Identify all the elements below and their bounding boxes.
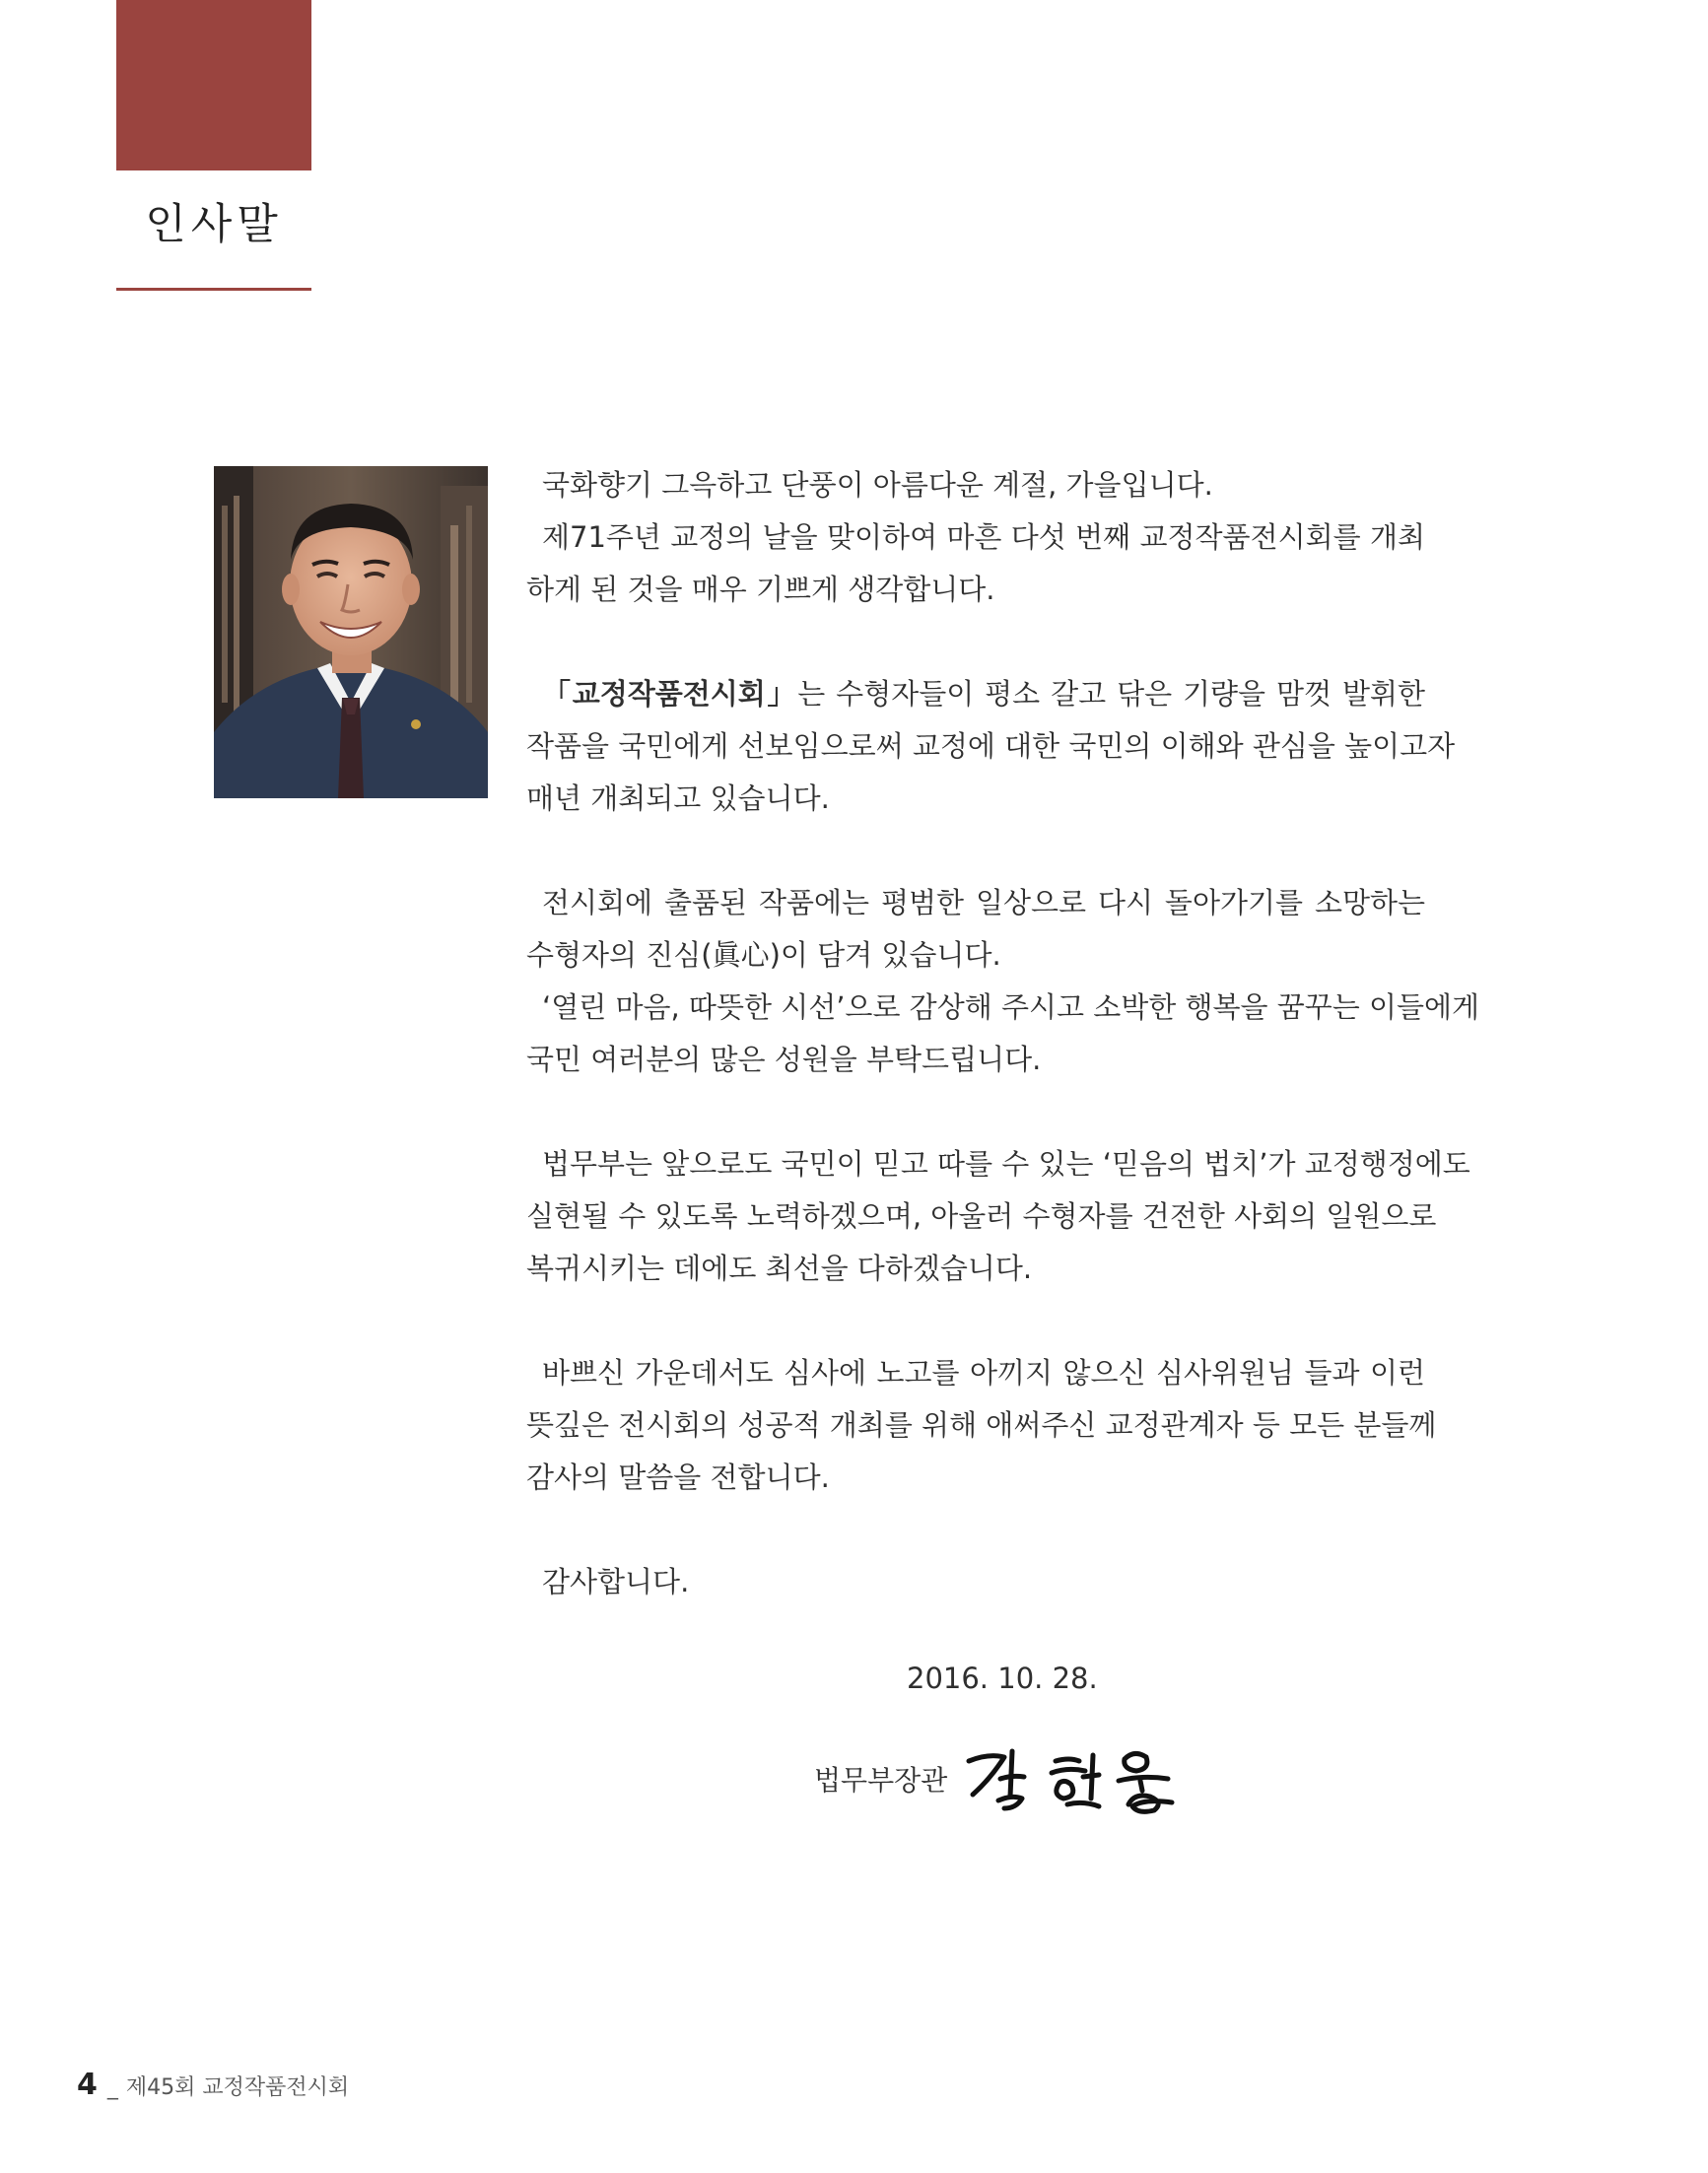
header-accent-block [116, 0, 311, 170]
letter-line: 뜻깊은 전시회의 성공적 개최를 위해 애써주신 교정관계자 등 모든 분들께 [526, 1408, 1437, 1442]
letter-paragraph [526, 1138, 1470, 1295]
exhibition-title-emphasis: 「교정작품전시회」 [542, 677, 798, 711]
letter-paragraph [526, 877, 1480, 1086]
section-title-underline [116, 288, 311, 291]
letter-line: 하게 된 것을 매우 기쁘게 생각합니다. [526, 573, 995, 606]
letter-line: 국화향기 그윽하고 단풍이 아름다운 계절, 가을입니다. [542, 468, 1213, 502]
letter-line: 실현될 수 있도록 노력하겠으며, 아울러 수형자를 건전한 사회의 일원으로 [526, 1199, 1437, 1233]
greeting-letter [526, 459, 1480, 1661]
letter-paragraph [526, 1556, 1425, 1608]
letter-line: 전시회에 출품된 작품에는 평범한 일상으로 다시 돌아가기를 소망하는 [542, 886, 1425, 919]
letter-line: 작품을 국민에게 선보임으로써 교정에 대한 국민의 이해와 관심을 높이고자 [526, 729, 1456, 763]
letter-line-text: 는 수형자들이 평소 갈고 닦은 기량을 맘껏 발휘한 [797, 677, 1425, 711]
signature-block [814, 1739, 1188, 1818]
letter-line: 매년 개최되고 있습니다. [526, 781, 830, 815]
letter-line: 수형자의 진심(眞心)이 담겨 있습니다. [526, 938, 1001, 972]
letter-paragraph [526, 668, 1456, 825]
letter-line: 복귀시키는 데에도 최선을 다하겠습니다. [526, 1252, 1033, 1285]
section-title: 인사말 [145, 200, 283, 249]
letter-line: ‘열린 마음, 따뜻한 시선’으로 감상해 주시고 소박한 행복을 꿈꾸는 이들에게 [542, 990, 1480, 1024]
minister-portrait-photo [214, 466, 488, 798]
page-footer [77, 2068, 349, 2102]
footer-separator: _ [106, 2075, 118, 2100]
letter-line: 감사의 말씀을 전합니다. [526, 1460, 830, 1494]
letter-line: 국민 여러분의 많은 성원을 부탁드립니다. [526, 1043, 1042, 1076]
signer-title: 법무부장관 [814, 1764, 948, 1797]
letter-line [526, 668, 1425, 720]
letter-date: 2016. 10. 28. [907, 1662, 1098, 1695]
letter-closing: 감사합니다. [542, 1565, 690, 1598]
letter-paragraph [526, 1347, 1437, 1504]
letter-line: 제71주년 교정의 날을 맞이하여 마흔 다섯 번째 교정작품전시회를 개최 [542, 520, 1425, 554]
page-number: 4 [77, 2068, 98, 2102]
letter-line: 바쁘신 가운데서도 심사에 노고를 아끼지 않으신 심사위원님 들과 이런 [542, 1356, 1425, 1390]
letter-paragraph [526, 459, 1425, 616]
letter-line: 법무부는 앞으로도 국민이 믿고 따를 수 있는 ‘믿음의 법치’가 교정행정에도 [542, 1147, 1470, 1181]
publication-title: 제45회 교정작품전시회 [125, 2075, 350, 2100]
handwritten-signature [961, 1739, 1188, 1818]
